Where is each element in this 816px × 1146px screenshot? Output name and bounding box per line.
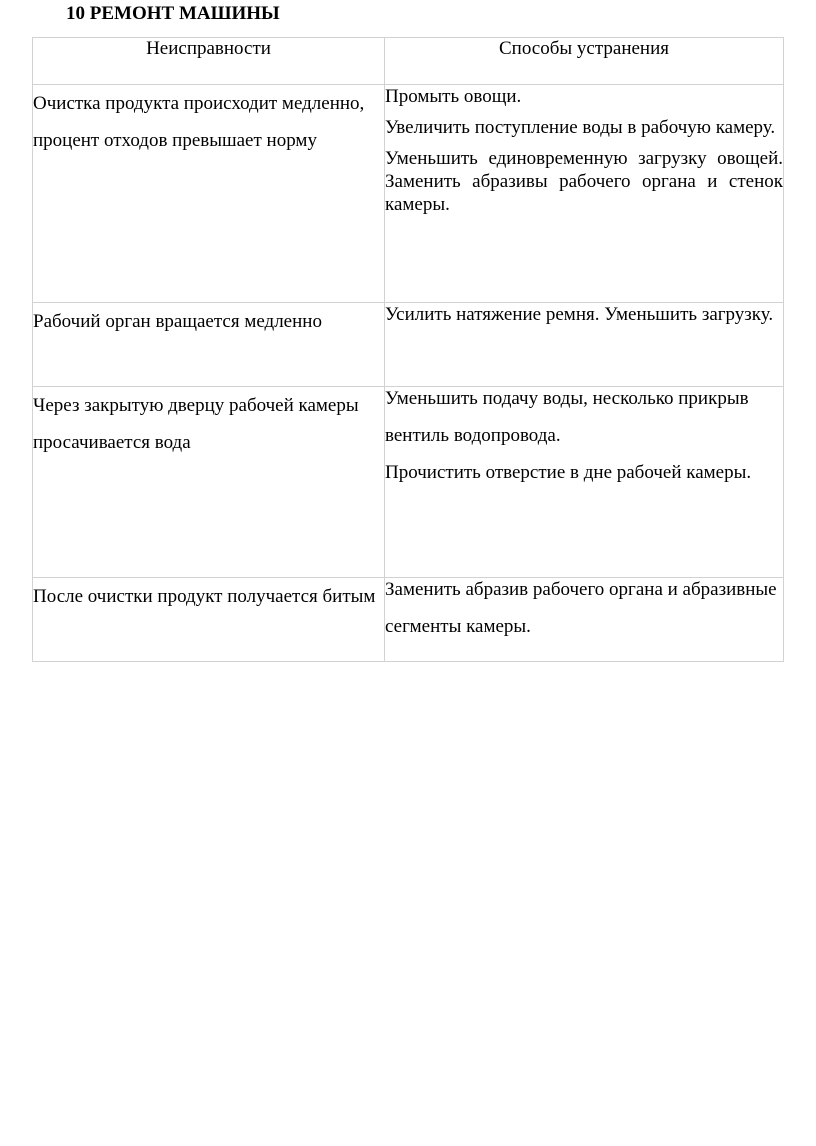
header-faults: Неисправности: [33, 38, 385, 85]
table-row: [33, 303, 784, 387]
table-row: [33, 85, 784, 303]
remedy-cell: [385, 578, 784, 662]
remedy-text: Уменьшить подачу воды, несколько прикрыв вентиль водопровода.: [385, 388, 749, 446]
table-row: [33, 387, 784, 578]
remedy-text: Промыть овощи.: [385, 86, 522, 107]
remedy-text: Усилить натяжение ремня. Уменьшить загрузку.: [385, 304, 774, 325]
remedy-cell: [385, 85, 784, 303]
fault-cell: Очистка продукта происходит медленно, процент отходов превышает норму: [33, 85, 385, 303]
remedy-text: Уменьшить единовременную загрузку овощей. Заменить абразивы рабочего органа и стенок камеры.: [385, 148, 783, 215]
table-header-row: [33, 38, 784, 85]
page-title: 10 РЕМОНТ МАШИНЫ: [66, 3, 280, 24]
repair-table: [32, 37, 784, 662]
table-row: [33, 578, 784, 662]
header-remedies: Способы устранения: [385, 38, 784, 85]
remedy-text: Увеличить поступление воды в рабочую камеру.: [385, 117, 776, 138]
fault-cell: Через закрытую дверцу рабочей камеры просачивается вода: [33, 387, 385, 578]
remedy-cell: [385, 303, 784, 387]
remedy-text: Заменить абразив рабочего органа и абразивные сегменты камеры.: [385, 579, 777, 637]
remedy-text: Прочистить отверстие в дне рабочей камеры.: [385, 462, 752, 483]
fault-cell: После очистки продукт получается битым: [33, 578, 385, 662]
remedy-cell: [385, 387, 784, 578]
fault-cell: Рабочий орган вращается медленно: [33, 303, 385, 387]
